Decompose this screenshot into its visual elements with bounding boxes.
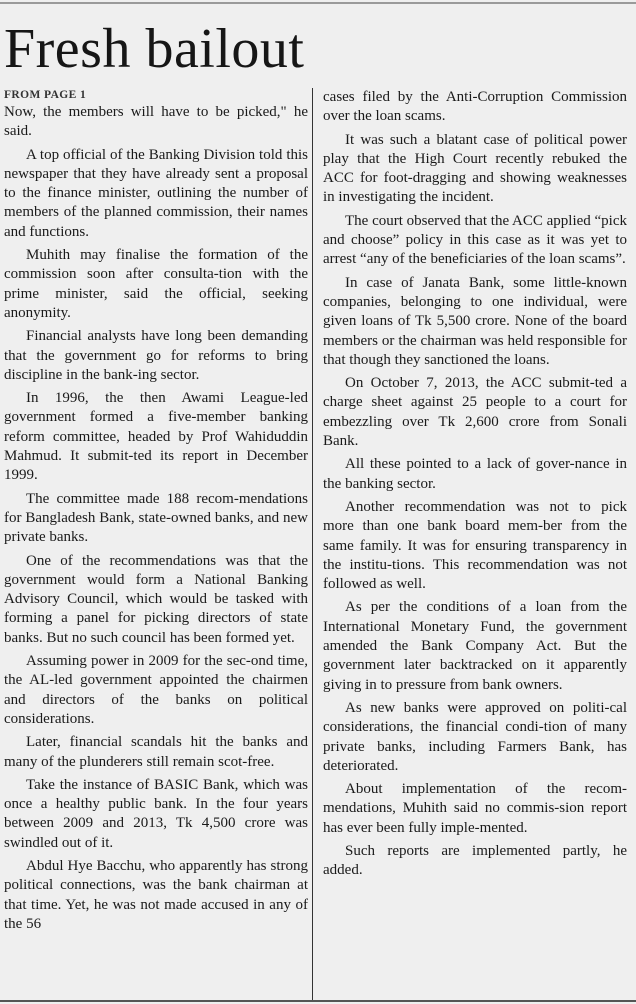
headline: Fresh bailout [4,18,305,80]
left-column [4,88,308,1004]
paragraph: About implementation of the recom-mendations, Muhith said no commis-sion report has ever been fully imple-mented. [323,781,627,836]
paragraph: Another recommendation was not to pick more than one bank board mem-ber from the same family. It was for ensuring transparency in the institu-tions. This recommendation was not followed as well. [323,498,627,593]
continuation-label: FROM PAGE 1 [4,89,87,101]
right-column [323,88,627,1004]
paragraph: On October 7, 2013, the ACC submit-ted a charge sheet against 25 people to a court for embezzling over Tk 2,600 crore from Sonali Bank. [323,375,627,450]
paragraph: It was such a blatant case of political power play that the High Court recently rebuked the ACC for foot-dragging and showing weaknesses in investigating the incident. [323,131,627,206]
paragraph: Financial analysts have long been demanding that the government go for reforms to bring discipline in the bank-ing sector. [4,328,308,383]
paragraph: In case of Janata Bank, some little-known companies, belonging to one individual, were given loans of Tk 5,500 crore. None of the board members or the chairman was held responsible for that though they sanctioned the loans. [323,274,627,368]
paragraph: Such reports are implemented partly, he added. [323,842,627,879]
paragraph: Abdul Hye Bacchu, who apparently has strong political connections, was the bank chairman at that time. Yet, he was not made accused in any of the 56 [4,857,308,932]
paragraph: As new banks were approved on politi-cal considerations, the financial condi-tion of many private banks, including Farmers Bank, has deteriorated. [323,699,627,774]
paragraph: One of the recommendations was that the government would form a National Banking Advisory Council, which would be tasked with forming a panel for picking directors of state banks. But no such council has been formed yet. [4,552,308,646]
paragraph: Now, the members will have to be picked," he said. [4,104,308,140]
paragraph: Assuming power in 2009 for the sec-ond time, the AL-led government appointed the chairmen and directors of the banks on political considerations. [4,653,308,727]
column-divider [312,88,313,1002]
paragraph: Later, financial scandals hit the banks and many of the plunderers still remain scot-free. [4,734,308,770]
paragraph: cases filed by the Anti-Corruption Commission over the loan scams. [323,89,627,125]
paragraph: As per the conditions of a loan from the International Monetary Fund, the government amended the Bank Company Act. But the government later backtracked on it apparently giving in to pressure from bank owners. [323,599,627,693]
paragraph: In 1996, the then Awami League-led government formed a five-member banking reform committee, headed by Prof Wahiduddin Mahmud. It submit-ted its report in December 1999. [4,390,308,484]
paragraph: Take the instance of BASIC Bank, which was once a healthy public bank. In the four years between 2009 and 2013, Tk 4,500 crore was swindled out of it. [4,776,308,851]
paragraph: Muhith may finalise the formation of the commission soon after consulta-tion with the prime minister, said the official, seeking anonymity. [4,247,308,321]
paragraph: A top official of the Banking Division told this newspaper that they have already sent a proposal to the finance minister, outlining the number of members of the planned commission, their names and functions. [4,146,308,240]
paragraph: All these pointed to a lack of gover-nance in the banking sector. [323,456,627,492]
top-rule [0,2,636,4]
bottom-rule [0,1000,636,1002]
paragraph: The committee made 188 recom-mendations for Bangladesh Bank, state-owned banks, and new private banks. [4,490,308,546]
paragraph: The court observed that the ACC applied “pick and choose” policy in this case as it was yet to arrest “any of the beneficiaries of the loan scams”. [323,212,627,268]
